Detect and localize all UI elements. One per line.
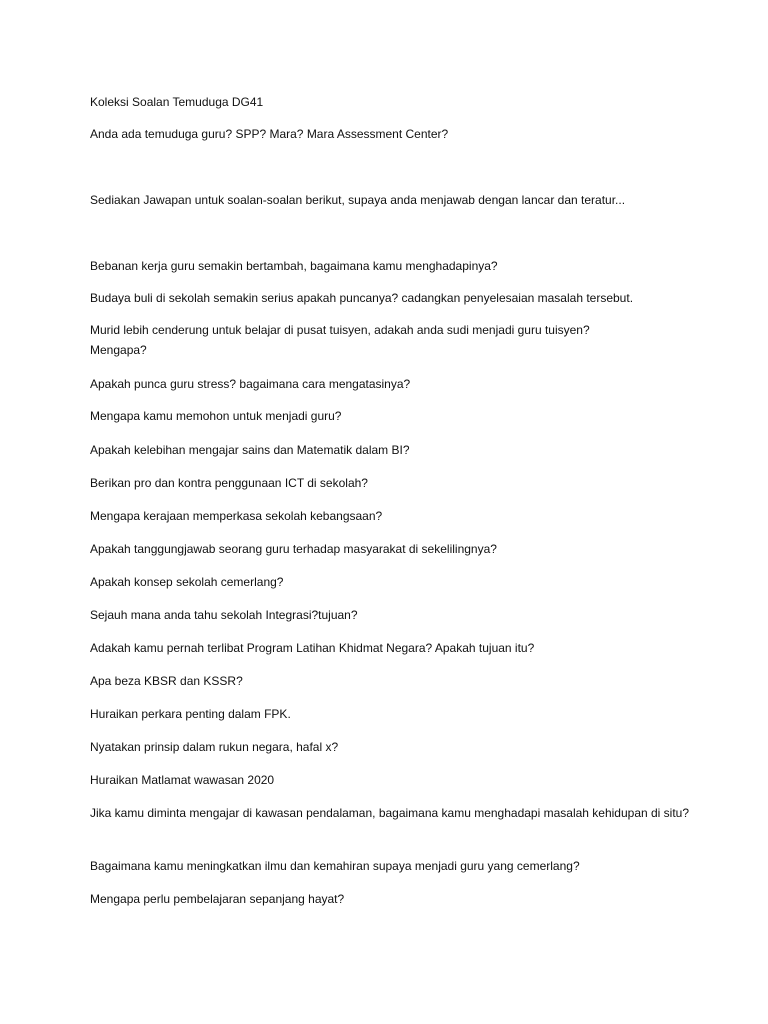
question-item: Huraikan perkara penting dalam FPK.: [90, 707, 291, 721]
question-item: Adakah kamu pernah terlibat Program Latihan Khidmat Negara? Apakah tujuan itu?: [90, 641, 535, 655]
question-item: Bebanan kerja guru semakin bertambah, bagaimana kamu menghadapinya?: [90, 259, 498, 273]
question-item: Apakah punca guru stress? bagaimana cara mengatasinya?: [90, 377, 411, 391]
document-title: Koleksi Soalan Temuduga DG41: [90, 95, 264, 109]
document-intro: Sediakan Jawapan untuk soalan-soalan berikut, supaya anda menjawab dengan lancar dan teratur...: [90, 193, 626, 207]
question-item: Berikan pro dan kontra penggunaan ICT di sekolah?: [90, 476, 368, 490]
question-item: Nyatakan prinsip dalam rukun negara, hafal x?: [90, 740, 339, 754]
question-item: Jika kamu diminta mengajar di kawasan pendalaman, bagaimana kamu menghadapi masalah kehidupan di situ?: [90, 806, 690, 820]
question-item: Murid lebih cenderung untuk belajar di pusat tuisyen, adakah anda sudi menjadi guru tuisyen?Mengapa?: [90, 323, 590, 357]
question-item: Apakah tanggungjawab seorang guru terhadap masyarakat di sekelilingnya?: [90, 542, 497, 556]
question-item: Apakah kelebihan mengajar sains dan Matematik dalam BI?: [90, 443, 410, 457]
question-item: Mengapa kamu memohon untuk menjadi guru?: [90, 409, 342, 423]
question-item: Apakah konsep sekolah cemerlang?: [90, 575, 284, 589]
document-subtitle: Anda ada temuduga guru? SPP? Mara? Mara Assessment Center?: [90, 127, 449, 141]
question-item: Sejauh mana anda tahu sekolah Integrasi?tujuan?: [90, 608, 358, 622]
question-item: Apa beza KBSR dan KSSR?: [90, 674, 243, 688]
question-item: Budaya buli di sekolah semakin serius apakah puncanya? cadangkan penyelesaian masalah tersebut.: [90, 291, 634, 305]
question-item: Mengapa kerajaan memperkasa sekolah kebangsaan?: [90, 509, 383, 523]
question-item: Huraikan Matlamat wawasan 2020: [90, 773, 275, 787]
question-item: Mengapa perlu pembelajaran sepanjang hayat?: [90, 892, 345, 906]
question-item: Bagaimana kamu meningkatkan ilmu dan kemahiran supaya menjadi guru yang cemerlang?: [90, 859, 580, 873]
